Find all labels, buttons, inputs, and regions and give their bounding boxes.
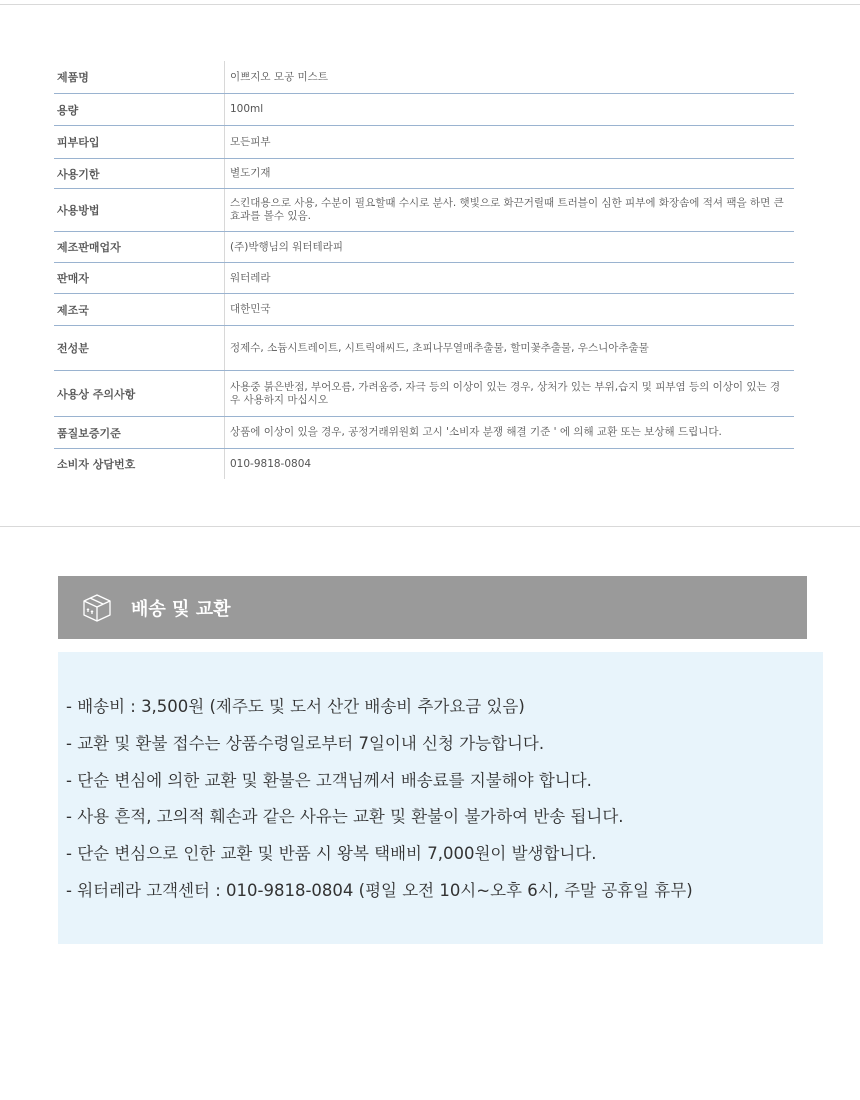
spec-label: 제품명 xyxy=(57,71,89,84)
spec-value: 대한민국 xyxy=(224,294,794,325)
spec-label: 용량 xyxy=(57,103,79,117)
spec-value: 사용중 붉은반점, 부어오름, 가려움증, 자극 등의 이상이 있는 경우, 상처가 있는 부위,습지 및 피부염 등의 이상이 있는 경우 사용하지 마십시오 xyxy=(224,371,794,416)
spec-label: 제조국 xyxy=(57,303,89,317)
spec-value: 워터레라 xyxy=(224,263,794,293)
list-item: - 단순 변심으로 인한 교환 및 반품 시 왕복 택배비 7,000원이 발생합니다. xyxy=(66,844,597,864)
spec-label: 품질보증기준 xyxy=(57,426,121,440)
spec-row-quality-warranty xyxy=(54,417,794,449)
section-divider xyxy=(0,526,860,527)
list-item: - 사용 흔적, 고의적 훼손과 같은 사유는 교환 및 환불이 불가하여 반송 됩니다. xyxy=(66,807,624,827)
spec-row-manufacturer xyxy=(54,232,794,263)
shipping-header xyxy=(58,576,807,639)
shipping-info-panel xyxy=(58,652,823,944)
spec-label: 소비자 상담번호 xyxy=(57,458,136,471)
spec-label: 사용방법 xyxy=(57,204,100,217)
spec-value: 별도기재 xyxy=(224,159,794,188)
spec-row-cautions xyxy=(54,371,794,417)
spec-value: 모든피부 xyxy=(224,126,794,158)
spec-label: 피부타입 xyxy=(57,136,100,149)
spec-row-capacity xyxy=(54,94,794,126)
spec-value: 스킨대용으로 사용, 수분이 필요할때 수시로 분사. 햇빛으로 화끈거릴때 트러블이 심한 피부에 화장솜에 적셔 팩을 하면 큰 효과를 볼수 있음. xyxy=(224,189,794,231)
spec-label: 제조판매업자 xyxy=(57,241,121,254)
spec-value: 상품에 이상이 있을 경우, 공정거래위원회 고시 '소비자 분쟁 해결 기준 ' 에 의해 교환 또는 보상해 드립니다. xyxy=(224,417,794,448)
spec-row-seller xyxy=(54,263,794,294)
top-divider xyxy=(0,4,860,5)
spec-row-expiry xyxy=(54,159,794,189)
spec-value: 010-9818-0804 xyxy=(224,449,794,479)
spec-label: 전성분 xyxy=(57,342,89,355)
spec-row-skin-type xyxy=(54,126,794,159)
spec-label: 판매자 xyxy=(57,272,89,285)
box-icon xyxy=(80,591,114,625)
list-item: - 교환 및 환불 접수는 상품수령일로부터 7일이내 신청 가능합니다. xyxy=(66,733,545,753)
shipping-title: 배송 및 교환 xyxy=(131,598,231,620)
spec-value: 이쁘지오 모공 미스트 xyxy=(224,61,794,93)
list-item: - 워터레라 고객센터 : 010-9818-0804 (평일 오전 10시~오후 6시, 주말 공휴일 휴무) xyxy=(66,880,693,900)
spec-label: 사용상 주의사항 xyxy=(57,387,136,401)
spec-value: (주)박행님의 워터테라피 xyxy=(224,232,794,262)
list-item: - 단순 변심에 의한 교환 및 환불은 고객님께서 배송료를 지불해야 합니다. xyxy=(66,770,592,790)
spec-row-ingredients xyxy=(54,326,794,371)
spec-row-usage xyxy=(54,189,794,232)
spec-row-product-name xyxy=(54,61,794,94)
shipping-info-list xyxy=(66,689,693,910)
spec-row-consumer-phone xyxy=(54,449,794,479)
spec-row-country xyxy=(54,294,794,326)
spec-value: 정제수, 소듐시트레이트, 시트릭애씨드, 초피나무열매추출물, 할미꽃추출물, 우스니아추출물 xyxy=(224,326,794,370)
spec-label: 사용기한 xyxy=(57,167,100,181)
spec-value: 100ml xyxy=(224,94,794,125)
product-spec-table xyxy=(54,61,794,479)
list-item: - 배송비 : 3,500원 (제주도 및 도서 산간 배송비 추가요금 있음) xyxy=(66,697,525,716)
